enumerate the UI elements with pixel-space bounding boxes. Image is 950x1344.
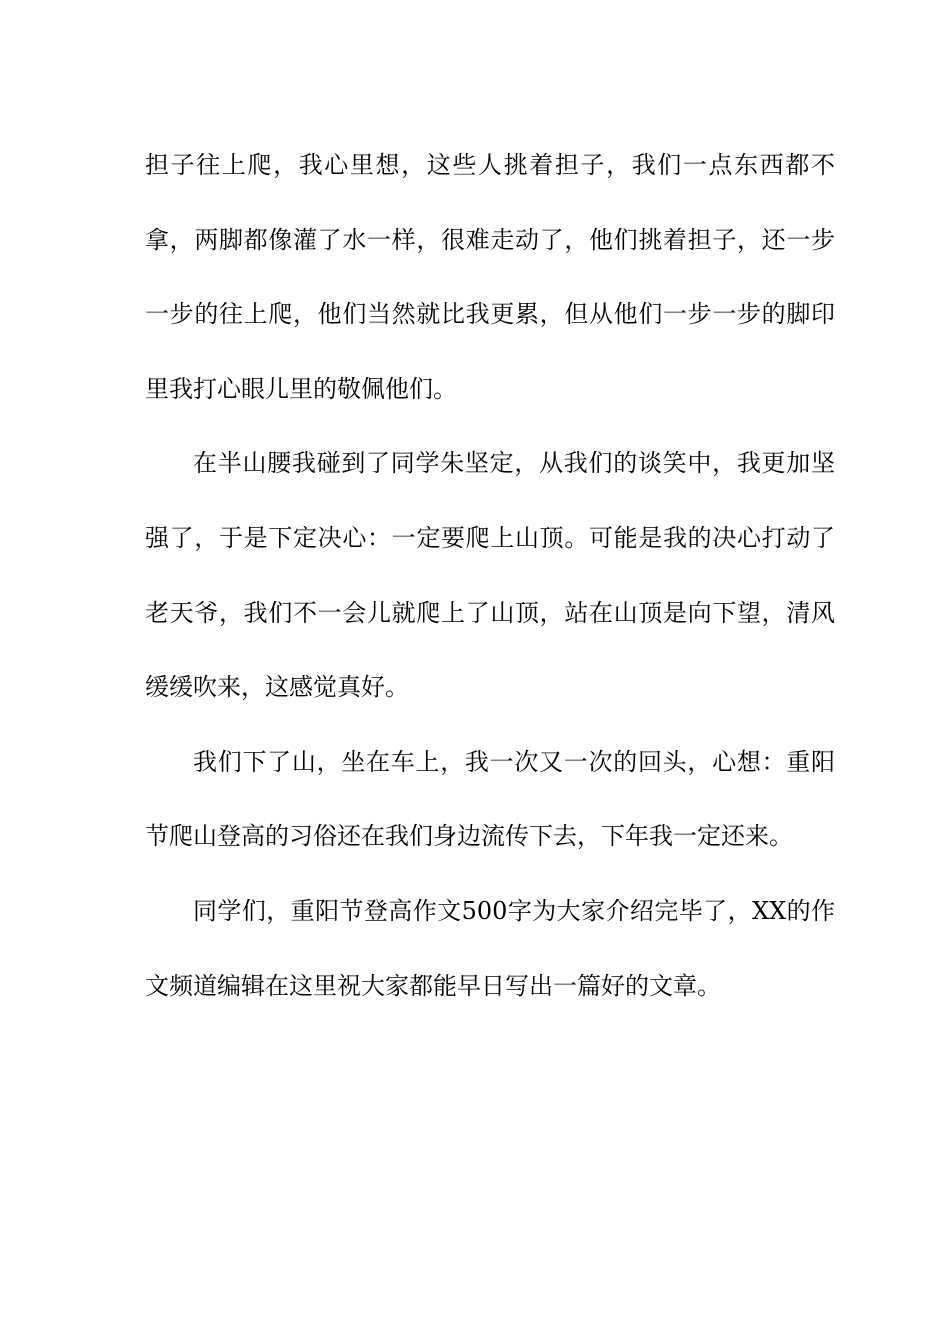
paragraph: 同学们，重阳节登高作文500字为大家介绍完毕了，XX的作文频道编辑在这里祝大家都能早日写出一篇好的文章。 [145, 896, 835, 1000]
document-body [145, 128, 835, 1023]
paragraph: 在半山腰我碰到了同学朱坚定，从我们的谈笑中，我更加坚强了，于是下定决心：一定要爬上山顶。可能是我的决心打动了老天爷，我们不一会儿就爬上了山顶，站在山顶是向下望，清风缓缓吹来，这感觉真好。 [145, 449, 835, 702]
paragraph-continuation: 担子往上爬，我心里想，这些人挑着担子，我们一点东西都不拿，两脚都像灌了水一样，很难走动了，他们挑着担子，还一步一步的往上爬，他们当然就比我更累，但从他们一步一步的脚印里我打心眼儿里的敬佩他们。 [145, 151, 835, 403]
paragraph: 我们下了山，坐在车上，我一次又一次的回头，心想：重阳节爬山登高的习俗还在我们身边流传下去，下年我一定还来。 [145, 747, 835, 851]
